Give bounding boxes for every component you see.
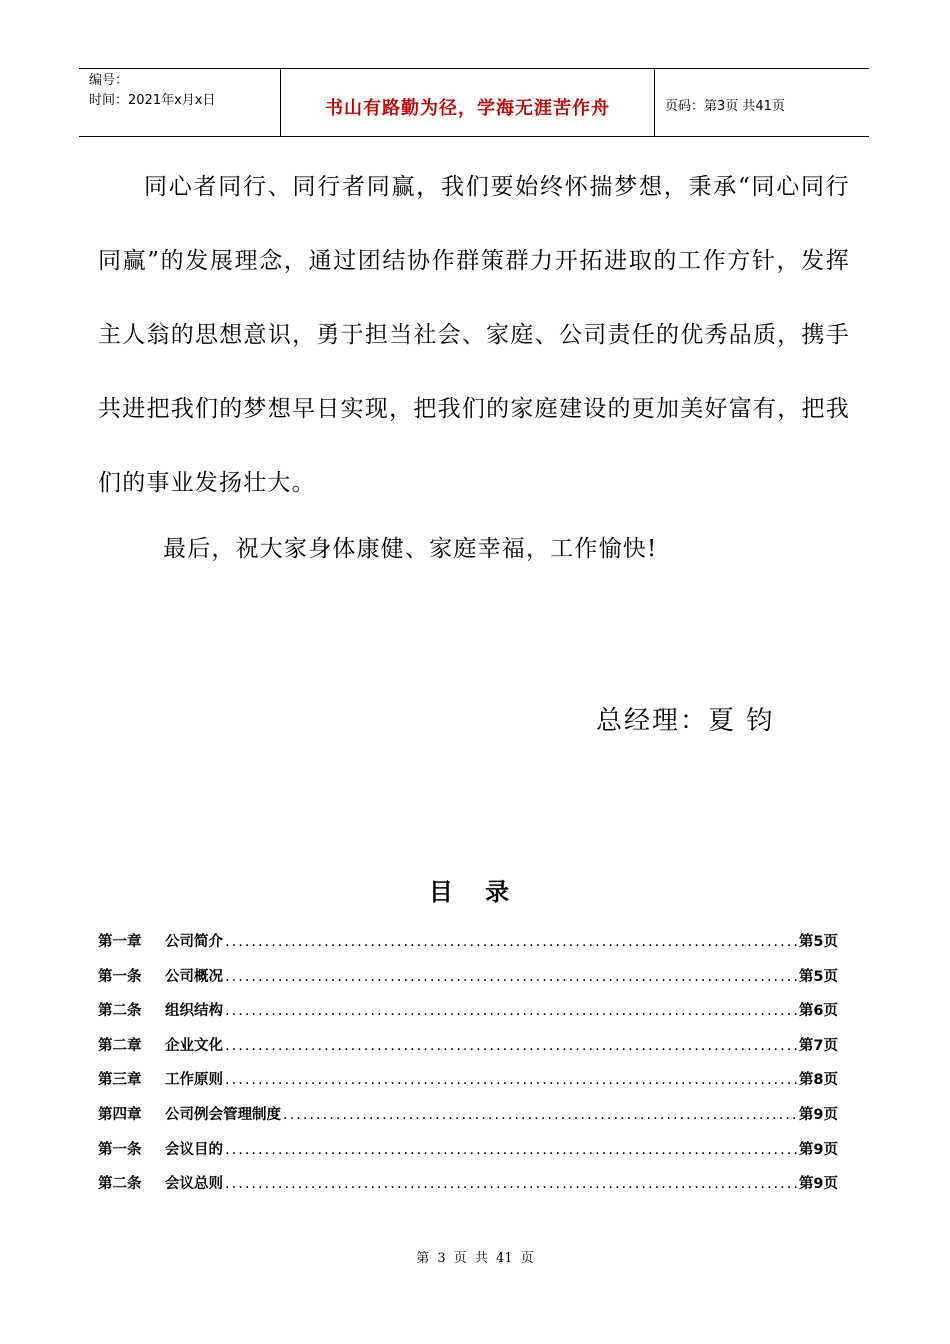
toc-name: 工作原则	[165, 1072, 223, 1089]
toc-page: 第5页	[798, 934, 838, 950]
toc-page: 第7页	[798, 1037, 838, 1054]
toc-row[interactable]	[98, 1068, 838, 1103]
toc-label: 第三章	[98, 1072, 142, 1089]
closing-line: 最后，祝大家身体康健、家庭幸福，工作愉快!	[163, 536, 658, 562]
toc-label: 第二条	[98, 1176, 142, 1193]
signature: 总经理：夏 钧	[596, 706, 775, 736]
toc-row[interactable]	[98, 1034, 838, 1069]
toc-leader	[225, 1176, 797, 1192]
toc-leader	[225, 969, 797, 985]
header-meta	[79, 69, 281, 136]
toc-leader	[225, 1072, 797, 1088]
toc-page: 第5页	[798, 968, 838, 985]
table-of-contents	[98, 930, 838, 1207]
toc-label: 第一条	[98, 1141, 142, 1158]
toc-label: 第一章	[98, 934, 142, 950]
page-header	[79, 68, 869, 137]
toc-name: 公司简介	[165, 934, 223, 950]
header-page-info: 页码：第3页 共41页	[665, 99, 785, 114]
time-label: 时间：2021年x月x日	[89, 93, 216, 108]
toc-leader	[225, 1038, 797, 1054]
toc-label: 第二章	[98, 1037, 142, 1054]
toc-name: 组织结构	[165, 1003, 223, 1020]
toc-page: 第9页	[798, 1176, 838, 1193]
toc-page: 第9页	[798, 1106, 838, 1123]
toc-label: 第四章	[98, 1106, 142, 1123]
toc-label: 第二条	[98, 1003, 142, 1020]
toc-page: 第8页	[798, 1072, 838, 1089]
toc-name: 公司例会管理制度	[165, 1106, 281, 1123]
toc-row[interactable]	[98, 1103, 838, 1138]
toc-page: 第6页	[798, 1003, 838, 1020]
toc-name: 企业文化	[165, 1037, 223, 1054]
number-label: 编号：	[89, 73, 129, 88]
toc-row[interactable]	[98, 1138, 838, 1173]
toc-leader	[225, 1003, 797, 1019]
toc-row[interactable]	[98, 999, 838, 1034]
toc-row[interactable]	[98, 1172, 838, 1207]
body-text	[98, 150, 850, 520]
toc-name: 公司概况	[165, 968, 223, 985]
body-paragraph: 同心者同行、同行者同赢，我们要始终怀揣梦想，秉承“同心同行同赢”的发展理念，通过团结协作群策群力开拓进取的工作方针，发挥主人翁的思想意识，勇于担当社会、家庭、公司责任的优秀品质，携手共进把我们的梦想早日实现，把我们的家庭建设的更加美好富有，把我们的事业发扬壮大。	[98, 174, 850, 496]
header-motto: 书山有路勤为径，学海无涯苦作舟	[281, 69, 655, 136]
page-footer: 第 3 页 共 41 页	[416, 1251, 534, 1266]
toc-page: 第9页	[798, 1141, 838, 1158]
toc-row[interactable]	[98, 930, 838, 965]
toc-label: 第一条	[98, 968, 142, 985]
toc-row[interactable]	[98, 965, 838, 1000]
toc-name: 会议总则	[165, 1176, 223, 1193]
toc-name: 会议目的	[165, 1141, 223, 1158]
toc-leader	[225, 934, 797, 950]
toc-leader	[225, 1142, 797, 1158]
toc-leader	[283, 1107, 797, 1123]
toc-title: 目 录	[428, 878, 522, 906]
